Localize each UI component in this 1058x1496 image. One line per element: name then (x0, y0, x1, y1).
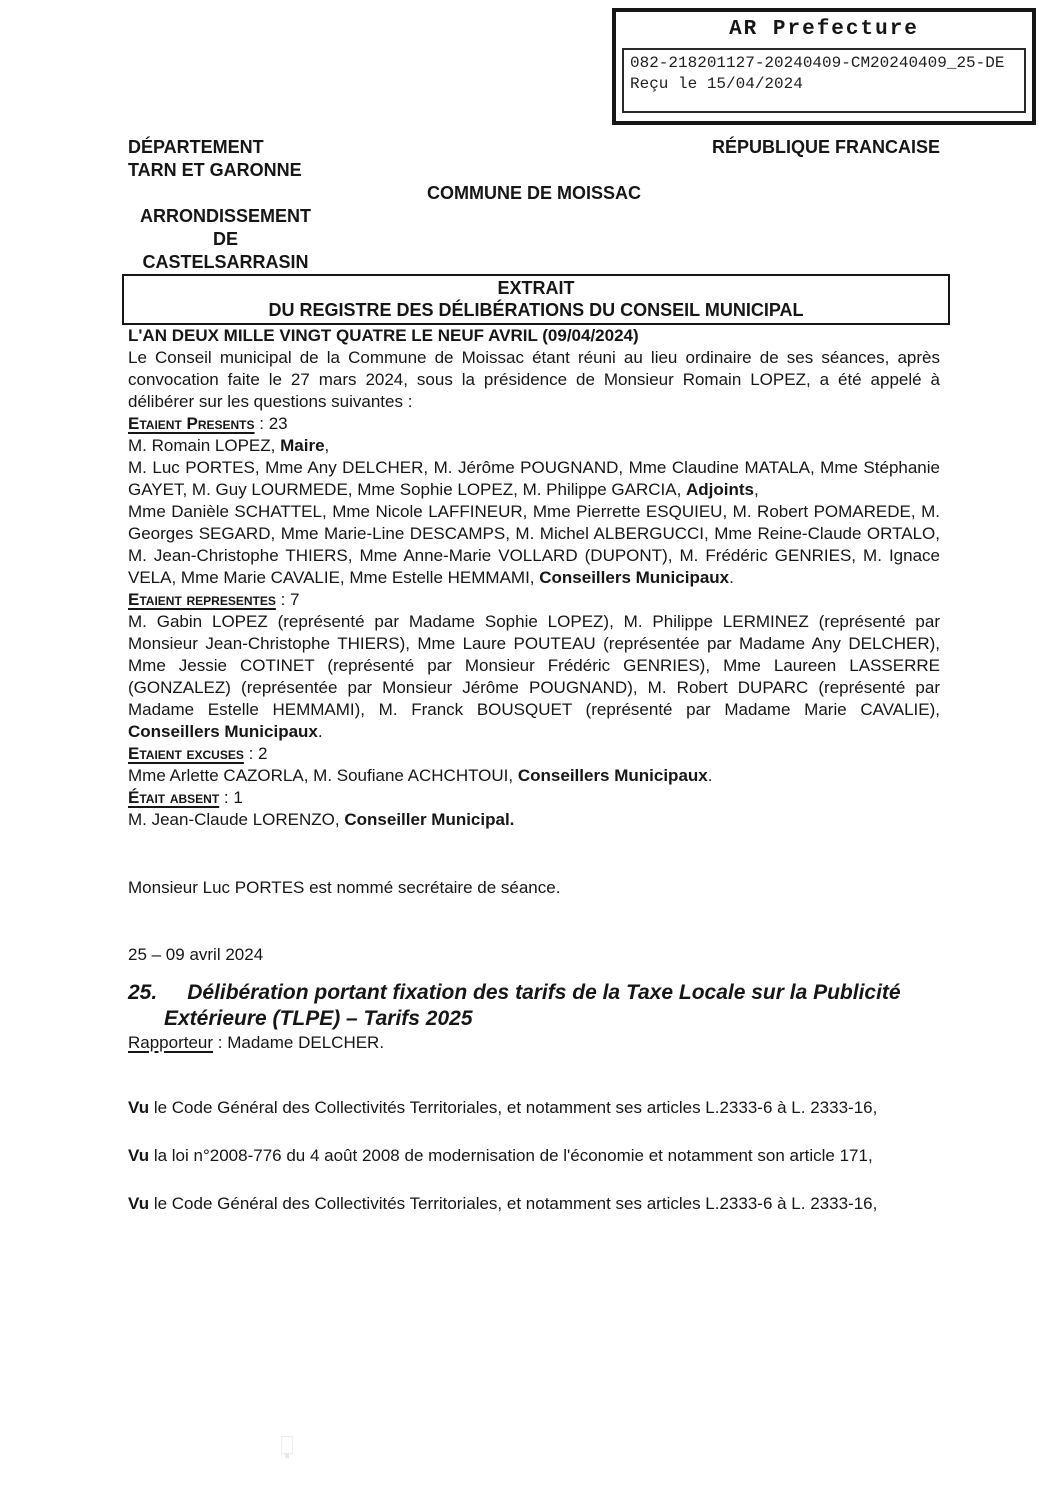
recital-2 (128, 1145, 940, 1167)
mayor-role: Maire (280, 436, 325, 455)
excused-role: Conseillers Municipaux (517, 766, 708, 785)
session-intro: Le Conseil municipal de la Commune de Moissac étant réuni au lieu ordinaire de ses séances, après convocation faite le 27 mars 2024, sous la présidence de Monsieur Romain LOPEZ, a été appelé à délibérer sur les questions suivantes : (128, 348, 940, 411)
stamp-received-date: Reçu le 15/04/2024 (630, 75, 803, 93)
stamp-body (622, 48, 1026, 113)
mayor-line (128, 435, 940, 457)
extrait-line1: EXTRAIT (497, 278, 575, 298)
extrait-title-box (122, 274, 950, 325)
secretary-line: Monsieur Luc PORTES est nommé secrétaire de séance. (128, 878, 561, 897)
absent-line (128, 809, 940, 831)
deliberation-title (128, 980, 940, 1032)
department-block (128, 136, 302, 182)
recital-1 (128, 1097, 940, 1119)
recital-2-lead: Vu (128, 1146, 150, 1165)
represented-count: : 7 (275, 590, 300, 609)
scan-artifact (281, 1436, 293, 1454)
presents-label: Etaient Presents (128, 414, 255, 433)
rapporteur-value: : Madame DELCHER. (213, 1033, 385, 1052)
adjoints-line (128, 457, 940, 501)
adjoints-names: M. Luc PORTES, Mme Any DELCHER, M. Jérôme POUGNAND, Mme Claudine MATALA, Mme Stéphanie GAYET, M. Guy LOURMEDE, Mme Sophie LOPEZ, M. Philippe GARCIA, (128, 458, 940, 499)
mayor-names: M. Romain LOPEZ, (128, 436, 281, 455)
councillors-tail: . (729, 568, 734, 587)
recital-1-lead: Vu (128, 1098, 150, 1117)
rapporteur-line (128, 1032, 940, 1054)
presents-header (128, 413, 940, 435)
header-row (128, 136, 940, 182)
recital-2-text: la loi n°2008-776 du 4 août 2008 de modernisation de l'économie et notamment son article 171, (149, 1146, 873, 1165)
absent-label: Était absent (128, 788, 220, 807)
absent-header (128, 787, 940, 809)
document-content (0, 136, 1058, 1215)
excused-tail: . (707, 766, 713, 785)
recital-3-text: le Code Général des Collectivités Territoriales, et notamment ses articles L.2333-6 à L. 2333-16, (149, 1194, 878, 1213)
councillors-role: Conseillers Municipaux (539, 568, 730, 587)
rapporteur-label: Rapporteur (128, 1033, 214, 1052)
represented-tail: . (317, 722, 323, 741)
ar-prefecture-stamp (612, 8, 1036, 125)
session-date-line: L'AN DEUX MILLE VINGT QUATRE LE NEUF AVRIL (09/04/2024) (128, 326, 639, 345)
represented-names: M. Gabin LOPEZ (représenté par Madame Sophie LOPEZ), M. Philippe LERMINEZ (représenté par Monsieur Jean-Christophe THIERS), Mme Laure POUTEAU (représentée par Madame Any DELCHER), Mme Jessie COTINET (représenté par Monsieur Frédéric GENRIES), Mme Laureen LASSERRE (GONZALEZ) (représentée par Monsieur Jérôme POUGNAND), M. Robert DUPARC (représenté par Madame Estelle HEMMAMI), M. Franck BOUSQUET (représenté par Madame Marie CAVALIE), (128, 612, 940, 719)
republic-title: RÉPUBLIQUE FRANCAISE (711, 137, 940, 157)
presents-count: : 23 (254, 414, 288, 433)
recital-1-text: le Code Général des Collectivités Territoriales, et notamment ses articles L.2333-6 à L. 2333-16, (149, 1098, 878, 1117)
deliberation-title-text: Délibération portant fixation des tarifs de la Taxe Locale sur la Publicité Extérieure (TLPE) – Tarifs 2025 (164, 981, 901, 1030)
represented-list (128, 611, 940, 743)
represented-header (128, 589, 940, 611)
absent-names: M. Jean-Claude LORENZO, (128, 810, 345, 829)
recital-3-lead: Vu (128, 1194, 150, 1213)
stamp-code: 082-218201127-20240409-CM20240409_25-DE (630, 54, 1005, 72)
excused-header (128, 743, 940, 765)
adjoints-tail: , (754, 480, 759, 499)
deliberation-number: 25. (128, 981, 158, 1004)
department-label: DÉPARTEMENT (128, 137, 264, 157)
excused-count: : 2 (243, 744, 268, 763)
deliberation-ref: 25 – 09 avril 2024 (128, 945, 264, 964)
arrondissement-block (128, 205, 323, 274)
adjoints-role: Adjoints (686, 480, 755, 499)
arrondissement-name: CASTELSARRASIN (142, 252, 309, 272)
excused-label: Etaient excuses (128, 744, 244, 763)
absent-count: : 1 (219, 788, 243, 807)
mayor-tail: , (324, 436, 330, 455)
absent-role: Conseiller Municipal. (344, 810, 515, 829)
recital-3 (128, 1193, 940, 1215)
extrait-line2: DU REGISTRE DES DÉLIBÉRATIONS DU CONSEIL MUNICIPAL (268, 300, 804, 320)
stamp-title: AR Prefecture (729, 18, 919, 41)
represented-label: Etaient representes (128, 590, 276, 609)
arrondissement-label: ARRONDISSEMENT (139, 206, 311, 226)
councillors-names: Mme Danièle SCHATTEL, Mme Nicole LAFFINEUR, Mme Pierrette ESQUIEU, M. Robert POMAREDE, M. Georges SEGARD, Mme Marie-Line DESCAMPS, M. Michel ALBERGUCCI, Mme Reine-Claude ORTALO, M. Jean-Christophe THIERS, Mme Anne-Marie VOLLARD (DUPONT), M. Frédéric GENRIES, M. Ignace VELA, Mme Marie CAVALIE, Mme Estelle HEMMAMI, (128, 502, 940, 587)
commune-title: COMMUNE DE MOISSAC (426, 183, 641, 203)
councillors-line (128, 501, 940, 589)
arrondissement-de: DE (212, 229, 238, 249)
excused-list (128, 765, 940, 787)
represented-role: Conseillers Municipaux (128, 722, 318, 741)
department-name: TARN ET GARONNE (128, 160, 302, 180)
excused-names: Mme Arlette CAZORLA, M. Soufiane ACHCHTOUI, (128, 766, 518, 785)
